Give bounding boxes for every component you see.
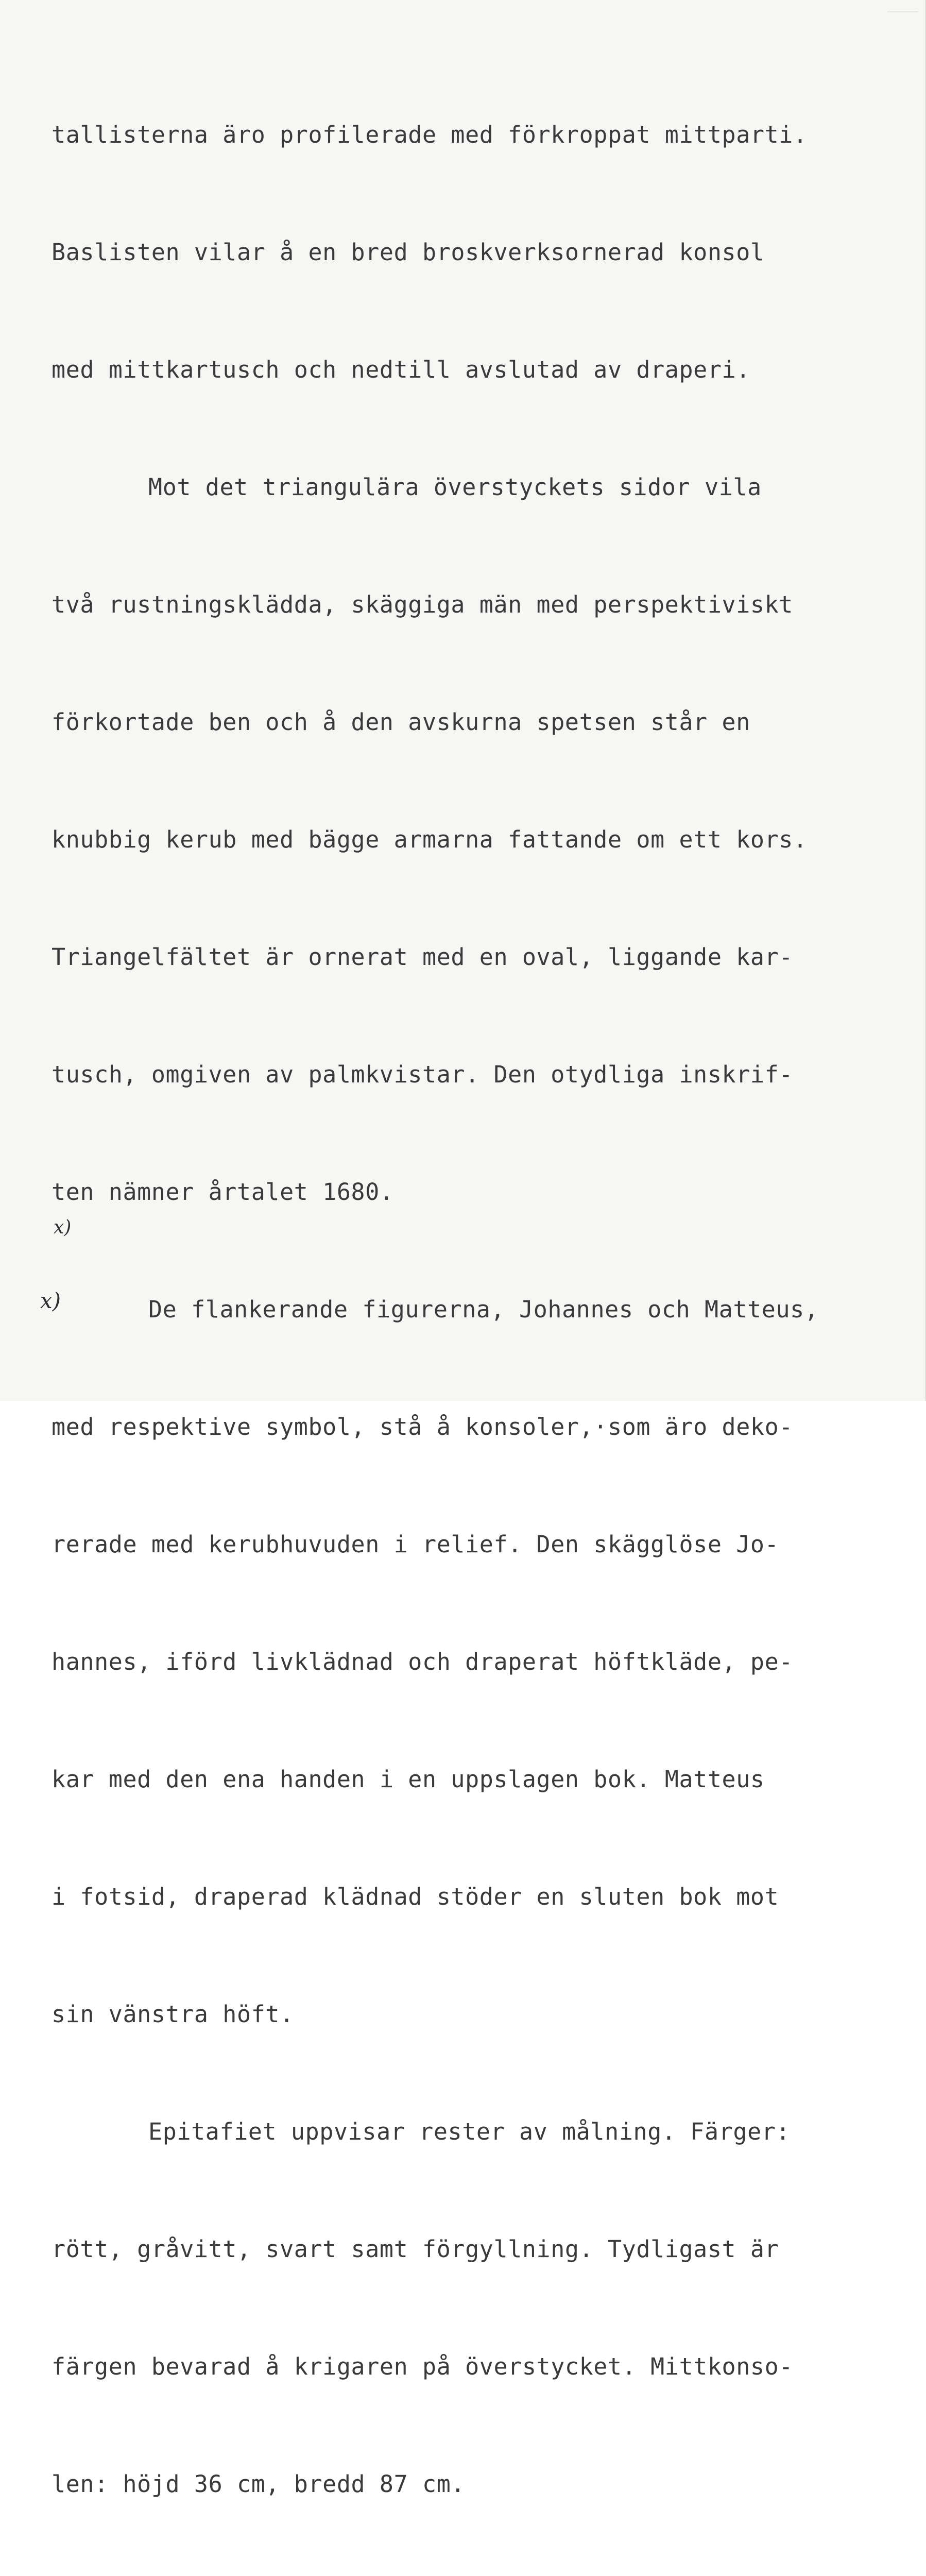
text-line: Epitafiet uppvisar rester av målning. Färger: bbox=[148, 2118, 791, 2145]
text-line: Baslisten vilar å en bred broskverksornerad konsol bbox=[52, 239, 765, 266]
text-line: ten nämner årtalet 1680. bbox=[52, 1178, 394, 1206]
text-line: rerade med kerubhuvuden i relief. Den skägglöse Jo- bbox=[52, 1531, 779, 1558]
text-line: sin vänstra höft. bbox=[52, 2001, 294, 2028]
text-line: med mittkartusch och nedtill avslutad av draperi. bbox=[52, 356, 750, 383]
text-line: tusch, omgiven av palmkvistar. Den otydliga inskrif- bbox=[52, 1061, 793, 1088]
text-line: med respektive symbol, stå å konsoler,·som äro deko- bbox=[52, 1413, 793, 1440]
page-edge bbox=[887, 0, 925, 12]
text-line: kar med den ena handen i en uppslagen bok. Matteus bbox=[52, 1766, 765, 1793]
text-line: två rustningsklädda, skäggiga män med perspektiviskt bbox=[52, 591, 793, 618]
handwritten-footnote-mark: x) bbox=[40, 1288, 61, 1313]
text-line: Triangelfältet är ornerat med en oval, liggande kar- bbox=[52, 943, 793, 971]
text-line: hannes, iförd livklädnad och draperat höftkläde, pe- bbox=[52, 1648, 793, 1675]
text-line: len: höjd 36 cm, bredd 87 cm. bbox=[52, 2470, 466, 2498]
text-line: färgen bevarad å krigaren på överstycket. Mittkonso- bbox=[52, 2353, 793, 2380]
text-line: Mot det triangulära överstyckets sidor vila bbox=[148, 473, 762, 501]
typed-text-body bbox=[52, 37, 906, 2576]
text-line: rött, gråvitt, svart samt förgyllning. Tydligast är bbox=[52, 2235, 779, 2263]
text-line: De flankerande figurerna, Johannes och Matteus, bbox=[148, 1296, 819, 1323]
text-line: tallisterna äro profilerade med förkroppat mittparti. bbox=[52, 121, 808, 148]
text-line: förkortade ben och å den avskurna spetsen står en bbox=[52, 708, 750, 736]
text-line: knubbig kerub med bägge armarna fattande om ett kors. bbox=[52, 826, 808, 853]
text-line: i fotsid, draperad klädnad stöder en sluten bok mot bbox=[52, 1883, 779, 1910]
handwritten-footnote-mark: x) bbox=[54, 1217, 72, 1238]
